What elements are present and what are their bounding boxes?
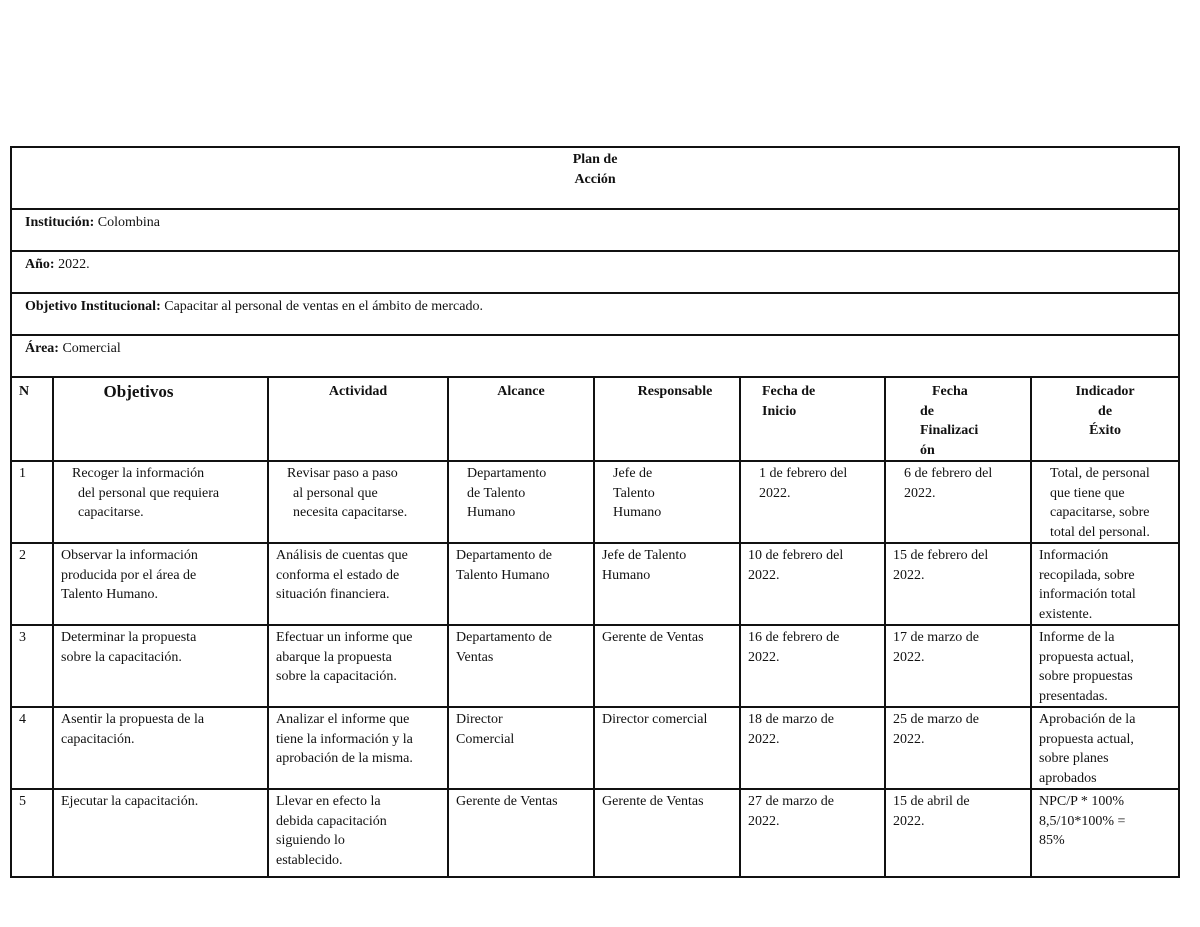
row-number: 2 xyxy=(11,543,53,625)
scope-cell: Gerente de Ventas xyxy=(448,789,594,877)
table-row xyxy=(11,461,1179,543)
table-row xyxy=(11,789,1179,877)
row-number: 5 xyxy=(11,789,53,877)
activity-cell: Llevar en efecto la debida capacitación siguiendo lo establecido. xyxy=(268,789,448,877)
header-n: N xyxy=(11,377,53,461)
year-row xyxy=(11,251,1179,293)
objective-label: Objetivo Institucional: xyxy=(25,299,161,314)
indicator-cell: Aprobación de la propuesta actual, sobre planes aprobados xyxy=(1031,707,1179,789)
year-label: Año: xyxy=(25,257,55,272)
header-indicador: Indicador de Éxito xyxy=(1031,377,1179,461)
table-row xyxy=(11,543,1179,625)
start-date-cell: 27 de marzo de 2022. xyxy=(740,789,885,877)
start-date-cell: 1 de febrero del 2022. xyxy=(740,461,885,543)
year-value: 2022. xyxy=(58,257,90,272)
institution-label: Institución: xyxy=(25,215,95,230)
start-date-cell: 10 de febrero del 2022. xyxy=(740,543,885,625)
objective-cell: Ejecutar la capacitación. xyxy=(53,789,268,877)
end-date-cell: 17 de marzo de 2022. xyxy=(885,625,1031,707)
objective-row xyxy=(11,293,1179,335)
action-plan-table xyxy=(10,146,1180,878)
table-row xyxy=(11,707,1179,789)
area-row xyxy=(11,335,1179,377)
responsible-cell: Gerente de Ventas xyxy=(594,789,740,877)
institution-row xyxy=(11,209,1179,251)
activity-cell: Revisar paso a paso al personal que necesita capacitarse. xyxy=(268,461,448,543)
row-number: 1 xyxy=(11,461,53,543)
page-title: Plan de Acción xyxy=(11,147,1179,209)
responsible-cell: Director comercial xyxy=(594,707,740,789)
objective-cell: Determinar la propuesta sobre la capacitación. xyxy=(53,625,268,707)
objective-value: Capacitar al personal de ventas en el ámbito de mercado. xyxy=(164,299,483,314)
area-value: Comercial xyxy=(62,341,121,356)
indicator-cell: NPC/P * 100% 8,5/10*100% = 85% xyxy=(1031,789,1179,877)
row-number: 3 xyxy=(11,625,53,707)
header-fecha-fin: Fecha de Finalizaci ón xyxy=(885,377,1031,461)
scope-cell: Departamento de Talento Humano xyxy=(448,543,594,625)
objective-cell: Observar la información producida por el área de Talento Humano. xyxy=(53,543,268,625)
end-date-cell: 15 de febrero del 2022. xyxy=(885,543,1031,625)
scope-cell: Director Comercial xyxy=(448,707,594,789)
start-date-cell: 16 de febrero de 2022. xyxy=(740,625,885,707)
scope-cell: Departamento de Ventas xyxy=(448,625,594,707)
objective-cell: Recoger la información del personal que requiera capacitarse. xyxy=(53,461,268,543)
responsible-cell: Gerente de Ventas xyxy=(594,625,740,707)
end-date-cell: 6 de febrero del 2022. xyxy=(885,461,1031,543)
header-fecha-inicio: Fecha de Inicio xyxy=(740,377,885,461)
responsible-cell: Jefe de Talento Humano xyxy=(594,543,740,625)
end-date-cell: 15 de abril de 2022. xyxy=(885,789,1031,877)
responsible-cell: Jefe de Talento Humano xyxy=(594,461,740,543)
row-number: 4 xyxy=(11,707,53,789)
end-date-cell: 25 de marzo de 2022. xyxy=(885,707,1031,789)
activity-cell: Análisis de cuentas que conforma el estado de situación financiera. xyxy=(268,543,448,625)
area-label: Área: xyxy=(25,341,59,356)
activity-cell: Efectuar un informe que abarque la propuesta sobre la capacitación. xyxy=(268,625,448,707)
table-row xyxy=(11,625,1179,707)
indicator-cell: Total, de personal que tiene que capacitarse, sobre total del personal. xyxy=(1031,461,1179,543)
start-date-cell: 18 de marzo de 2022. xyxy=(740,707,885,789)
institution-value: Colombina xyxy=(97,215,160,230)
header-alcance: Alcance xyxy=(448,377,594,461)
header-actividad: Actividad xyxy=(268,377,448,461)
indicator-cell: Información recopilada, sobre información total existente. xyxy=(1031,543,1179,625)
header-responsable: Responsable xyxy=(594,377,740,461)
activity-cell: Analizar el informe que tiene la información y la aprobación de la misma. xyxy=(268,707,448,789)
objective-cell: Asentir la propuesta de la capacitación. xyxy=(53,707,268,789)
indicator-cell: Informe de la propuesta actual, sobre propuestas presentadas. xyxy=(1031,625,1179,707)
header-row xyxy=(11,377,1179,461)
scope-cell: Departamento de Talento Humano xyxy=(448,461,594,543)
header-objetivos: Objetivos xyxy=(53,377,268,461)
